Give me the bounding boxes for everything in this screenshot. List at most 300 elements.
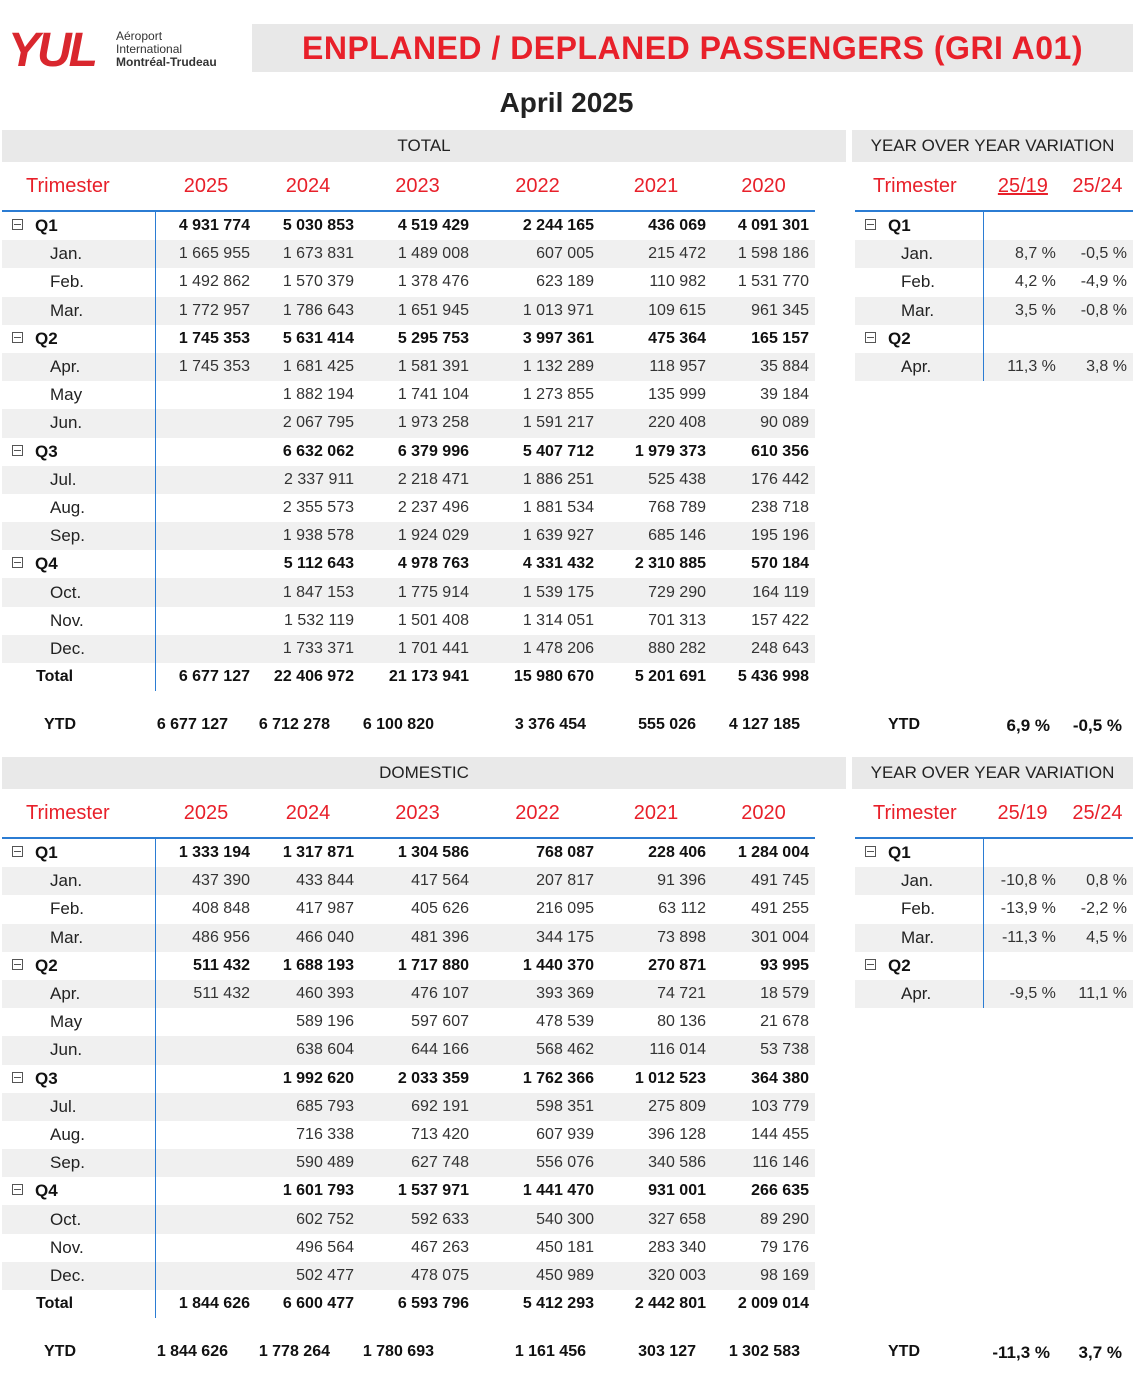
row-label: Apr.: [901, 357, 932, 377]
trimester-cell: [2, 211, 155, 240]
collapse-icon[interactable]: [12, 557, 23, 568]
trimester-cell: [2, 1121, 155, 1149]
row-label: Q1: [888, 843, 911, 863]
value-cell: [155, 578, 256, 606]
yoy-ytd-value: 3,7 %: [1078, 1343, 1122, 1362]
month-row: [2, 297, 815, 325]
value-cell: 2 237 496: [360, 494, 475, 522]
value-cell: [155, 1234, 256, 1262]
month-row: [855, 353, 1133, 381]
logo-line-1: Aéroport: [116, 29, 163, 43]
value-cell: 1 492 862: [155, 268, 256, 296]
row-label: Feb.: [50, 899, 85, 919]
column-header-2021[interactable]: 2021: [600, 162, 712, 211]
column-header-2022[interactable]: 2022: [475, 162, 600, 211]
collapse-icon[interactable]: [12, 959, 23, 970]
value-cell: 496 564: [256, 1234, 360, 1262]
variation-cell: [1062, 952, 1133, 980]
value-cell: 433 844: [256, 867, 360, 895]
variation-cell: 11,3 %: [984, 353, 1062, 381]
domestic-section-header: DOMESTIC: [2, 757, 846, 789]
month-row: [2, 578, 815, 606]
value-cell: 116 146: [712, 1149, 815, 1177]
trimester-cell: [855, 297, 984, 325]
value-cell: 1 531 770: [712, 268, 815, 296]
header-row: [2, 789, 815, 838]
value-cell: 466 040: [256, 924, 360, 952]
trimester-cell: [855, 867, 983, 895]
column-header-2023[interactable]: 2023: [360, 162, 475, 211]
trimester-cell: [2, 663, 155, 691]
row-label: Jan.: [50, 244, 83, 264]
value-cell: 103 779: [712, 1093, 815, 1121]
value-cell: [155, 381, 256, 409]
row-label: Sep.: [50, 526, 85, 546]
value-cell: 768 087: [536, 844, 594, 862]
value-cell: 638 604: [256, 1036, 360, 1064]
column-header-2020[interactable]: 2020: [712, 789, 815, 838]
value-cell: 80 136: [600, 1008, 712, 1036]
month-row: [855, 240, 1133, 268]
value-cell: 248 643: [712, 635, 815, 663]
value-cell: 1 762 366: [522, 1069, 594, 1087]
value-cell: 5 412 293: [475, 1290, 600, 1318]
month-row: [855, 867, 1133, 895]
row-label: Dec.: [50, 638, 85, 658]
value-cell: 590 489: [256, 1149, 360, 1177]
value-cell: 270 871: [648, 956, 706, 974]
value-cell: [155, 1036, 256, 1064]
value-cell: [155, 1205, 256, 1233]
variation-cell: [984, 211, 1062, 240]
column-header-2024[interactable]: 2024: [256, 162, 360, 211]
yoy-ytd-label: YTD: [888, 716, 920, 733]
value-cell: 1 733 371: [256, 635, 360, 663]
variation-cell: 11,1 %: [1062, 980, 1133, 1008]
column-header-2025[interactable]: 2025: [155, 789, 256, 838]
month-row: [2, 924, 815, 952]
trimester-cell: [2, 952, 155, 980]
value-cell: 556 076: [475, 1149, 600, 1177]
variation-cell: -10,8 %: [983, 867, 1062, 895]
value-cell: 502 477: [256, 1262, 360, 1290]
collapse-icon[interactable]: [865, 219, 876, 230]
row-label: Q1: [35, 843, 58, 863]
quarter-row[interactable]: [855, 325, 1133, 353]
value-cell: [155, 1262, 256, 1290]
value-cell: 1 688 193: [282, 956, 354, 974]
ytd-value: 6 677 127: [156, 716, 228, 733]
value-cell: 2 244 165: [522, 217, 594, 235]
trimester-cell: [855, 268, 984, 296]
column-header-25-19[interactable]: 25/19: [983, 789, 1062, 838]
month-row: [2, 867, 815, 895]
variation-cell: [1062, 838, 1133, 867]
value-cell: 176 442: [712, 466, 815, 494]
value-cell: 685 793: [256, 1093, 360, 1121]
trimester-cell: [2, 268, 155, 296]
value-cell: 1 537 971: [397, 1182, 469, 1200]
ytd-value: 1 844 626: [156, 1343, 228, 1360]
column-header-trimester[interactable]: Trimester: [855, 162, 984, 211]
value-cell: 15 980 670: [475, 663, 600, 691]
value-cell: 93 995: [760, 956, 809, 974]
variation-cell: -0,8 %: [1062, 297, 1133, 325]
value-cell: 481 396: [360, 924, 475, 952]
value-cell: 5 407 712: [522, 442, 594, 460]
domestic-yoy-table: [855, 789, 1133, 1008]
yoy-ytd-label: YTD: [888, 1343, 920, 1360]
trimester-cell: [855, 980, 983, 1008]
trimester-cell: [2, 635, 155, 663]
value-cell: [155, 438, 256, 466]
row-label: May: [50, 1012, 83, 1032]
quarter-row[interactable]: [855, 211, 1133, 240]
value-cell: 589 196: [256, 1008, 360, 1036]
ytd-label: YTD: [44, 1343, 76, 1360]
value-cell: 327 658: [600, 1205, 712, 1233]
value-cell: 98 169: [712, 1262, 815, 1290]
variation-cell: -11,3 %: [983, 924, 1062, 952]
value-cell: 1 881 534: [475, 494, 600, 522]
row-label: Sep.: [50, 1153, 85, 1173]
month-row: [2, 1149, 815, 1177]
row-label: Oct.: [50, 582, 82, 602]
ytd-value: 1 778 264: [258, 1343, 330, 1360]
value-cell: 1 314 051: [475, 607, 600, 635]
column-header-2022[interactable]: 2022: [475, 789, 600, 838]
month-row: [2, 635, 815, 663]
month-row: [2, 1234, 815, 1262]
value-cell: 511 432: [193, 956, 250, 974]
value-cell: 74 721: [600, 980, 712, 1008]
variation-cell: [983, 952, 1062, 980]
quarter-row[interactable]: [855, 952, 1133, 980]
trimester-cell: [2, 550, 155, 578]
value-cell: 692 191: [360, 1093, 475, 1121]
value-cell: 165 157: [751, 329, 809, 347]
value-cell: 6 600 477: [256, 1290, 360, 1318]
value-cell: 568 462: [475, 1036, 600, 1064]
value-cell: 1 532 119: [256, 607, 360, 635]
value-cell: 301 004: [712, 924, 815, 952]
trimester-cell: [2, 466, 155, 494]
value-cell: 4 978 763: [397, 555, 469, 573]
month-row: [855, 895, 1133, 923]
trimester-cell: [2, 1290, 155, 1318]
value-cell: 716 338: [256, 1121, 360, 1149]
value-cell: 2 442 801: [600, 1290, 712, 1318]
quarter-row[interactable]: [2, 211, 815, 240]
month-row: [855, 980, 1133, 1008]
quarter-row[interactable]: [2, 438, 815, 466]
column-header-2021[interactable]: 2021: [600, 789, 712, 838]
variation-cell: [984, 325, 1062, 353]
month-row: [2, 494, 815, 522]
value-cell: 89 290: [712, 1205, 815, 1233]
row-label: Jul.: [50, 469, 77, 489]
column-header-trimester[interactable]: Trimester: [2, 162, 155, 211]
value-cell: 1 701 441: [360, 635, 475, 663]
value-cell: 3 997 361: [522, 329, 594, 347]
logo-subtitle: [116, 30, 217, 69]
quarter-row[interactable]: [2, 325, 815, 353]
value-cell: 216 095: [475, 895, 600, 923]
collapse-icon[interactable]: [12, 1072, 23, 1083]
ytd-value: 303 127: [638, 1343, 696, 1360]
ytd-value: 6 100 820: [362, 716, 434, 733]
value-cell: 22 406 972: [256, 663, 360, 691]
month-row: [855, 297, 1133, 325]
value-cell: 540 300: [475, 1205, 600, 1233]
value-cell: 1 441 470: [522, 1182, 594, 1200]
value-cell: 21 678: [712, 1008, 815, 1036]
value-cell: 6 593 796: [360, 1290, 475, 1318]
value-cell: 53 738: [712, 1036, 815, 1064]
trimester-cell: [2, 325, 155, 353]
value-cell: 602 752: [256, 1205, 360, 1233]
total-table-container: [2, 162, 815, 691]
value-cell: 344 175: [475, 924, 600, 952]
quarter-row[interactable]: [2, 1065, 815, 1093]
value-cell: 1 665 955: [155, 240, 256, 268]
variation-cell: 4,2 %: [984, 268, 1062, 296]
row-label: Q2: [888, 955, 911, 975]
value-cell: 1 847 153: [256, 578, 360, 606]
ytd-value: 1 161 456: [514, 1343, 586, 1360]
value-cell: 5 631 414: [282, 329, 354, 347]
value-cell: 486 956: [155, 924, 256, 952]
value-cell: 1 886 251: [475, 466, 600, 494]
trimester-cell: [2, 1008, 155, 1036]
row-label: Q3: [35, 1068, 58, 1088]
value-cell: 491 745: [712, 867, 815, 895]
month-row: [855, 268, 1133, 296]
value-cell: 408 848: [155, 895, 256, 923]
value-cell: 5 030 853: [282, 217, 354, 235]
quarter-row[interactable]: [855, 838, 1133, 867]
value-cell: 1 979 373: [634, 442, 706, 460]
value-cell: 1 378 476: [360, 268, 475, 296]
value-cell: 238 718: [712, 494, 815, 522]
row-label: Q2: [35, 328, 58, 348]
value-cell: 215 472: [600, 240, 712, 268]
value-cell: 110 982: [600, 268, 712, 296]
domestic-yoy-container: [855, 789, 1133, 1008]
ytd-value: 3 376 454: [514, 716, 586, 733]
month-row: [2, 268, 815, 296]
value-cell: 1 132 289: [475, 353, 600, 381]
collapse-icon[interactable]: [12, 846, 23, 857]
collapse-icon[interactable]: [865, 846, 876, 857]
ytd-label: YTD: [44, 716, 76, 733]
column-header-25-24[interactable]: 25/24: [1062, 789, 1133, 838]
column-header-25-19[interactable]: 25/19: [984, 162, 1062, 211]
row-label: Feb.: [901, 272, 936, 292]
value-cell: 1 651 945: [360, 297, 475, 325]
value-cell: 1 745 353: [155, 353, 256, 381]
row-label: Apr.: [50, 984, 81, 1004]
value-cell: 6 632 062: [282, 442, 354, 460]
month-row: [2, 1036, 815, 1064]
value-cell: 2 337 911: [256, 466, 360, 494]
value-cell: 228 406: [648, 844, 706, 862]
column-header-2025[interactable]: 2025: [155, 162, 256, 211]
column-header-2023[interactable]: 2023: [360, 789, 475, 838]
value-cell: 116 014: [600, 1036, 712, 1064]
ytd-value: 555 026: [638, 716, 696, 733]
month-row: [2, 1121, 815, 1149]
value-cell: 1 581 391: [360, 353, 475, 381]
value-cell: 1 973 258: [360, 409, 475, 437]
value-cell: 417 564: [360, 867, 475, 895]
value-cell: 475 364: [648, 329, 706, 347]
logo-line-3: Montréal-Trudeau: [116, 55, 217, 69]
value-cell: 2 033 359: [397, 1069, 469, 1087]
trimester-cell: [2, 980, 155, 1008]
trimester-cell: [2, 438, 155, 466]
collapse-icon[interactable]: [12, 1184, 23, 1195]
column-header-trimester[interactable]: Trimester: [2, 789, 155, 838]
value-cell: 478 539: [475, 1008, 600, 1036]
value-cell: 623 189: [475, 268, 600, 296]
row-label: Jan.: [50, 871, 83, 891]
month-row: [2, 466, 815, 494]
row-label: Oct.: [50, 1209, 82, 1229]
domestic-ytd-row: [0, 1343, 1133, 1367]
value-cell: 5 295 753: [397, 329, 469, 347]
value-cell: 1 539 175: [475, 578, 600, 606]
value-cell: 4 331 432: [522, 555, 594, 573]
collapse-icon[interactable]: [12, 219, 23, 230]
value-cell: [155, 1093, 256, 1121]
value-cell: 1 317 871: [282, 844, 354, 862]
column-header-trimester[interactable]: Trimester: [855, 789, 983, 838]
trimester-cell: [2, 240, 155, 268]
value-cell: [155, 522, 256, 550]
column-header-25-24[interactable]: 25/24: [1062, 162, 1133, 211]
trimester-cell: [2, 1036, 155, 1064]
value-cell: [155, 1065, 256, 1093]
collapse-icon[interactable]: [865, 959, 876, 970]
variation-cell: [983, 838, 1062, 867]
report-title: ENPLANED / DEPLANED PASSENGERS (GRI A01): [302, 30, 1083, 66]
report-title-bar: [252, 24, 1133, 72]
value-cell: [155, 409, 256, 437]
row-label: Jul.: [50, 1096, 77, 1116]
value-cell: 644 166: [360, 1036, 475, 1064]
row-label: Nov.: [50, 610, 84, 630]
trimester-cell: [2, 1177, 155, 1205]
month-row: [2, 1008, 815, 1036]
trimester-cell: [855, 353, 984, 381]
month-row: [2, 980, 815, 1008]
month-row: [2, 1205, 815, 1233]
column-header-2024[interactable]: 2024: [256, 789, 360, 838]
row-label: Jun.: [50, 1040, 83, 1060]
total-yoy-header: YEAR OVER YEAR VARIATION: [852, 130, 1133, 162]
value-cell: 195 196: [712, 522, 815, 550]
value-cell: 220 408: [600, 409, 712, 437]
row-label: Total: [36, 668, 74, 686]
trimester-cell: [2, 1065, 155, 1093]
quarter-row[interactable]: [2, 1177, 815, 1205]
value-cell: [155, 466, 256, 494]
month-row: [2, 1093, 815, 1121]
value-cell: [155, 607, 256, 635]
total-ytd-row: [0, 716, 1133, 740]
value-cell: 405 626: [360, 895, 475, 923]
collapse-icon[interactable]: [865, 332, 876, 343]
value-cell: 4 931 774: [178, 217, 250, 235]
collapse-icon[interactable]: [12, 332, 23, 343]
row-label: Mar.: [901, 927, 935, 947]
value-cell: 437 390: [155, 867, 256, 895]
value-cell: 2 310 885: [634, 555, 706, 573]
quarter-row[interactable]: [2, 838, 815, 867]
month-row: [2, 240, 815, 268]
value-cell: 627 748: [360, 1149, 475, 1177]
logo-line-2: International: [116, 42, 183, 56]
column-header-2020[interactable]: 2020: [712, 162, 815, 211]
variation-cell: -9,5 %: [983, 980, 1062, 1008]
variation-cell: 3,8 %: [1062, 353, 1133, 381]
value-cell: 144 455: [712, 1121, 815, 1149]
report-period: April 2025: [499, 87, 634, 118]
header-row: [855, 789, 1133, 838]
trimester-cell: [2, 1205, 155, 1233]
value-cell: 90 089: [712, 409, 815, 437]
value-cell: 21 173 941: [360, 663, 475, 691]
total-section-header: TOTAL: [2, 130, 846, 162]
value-cell: 1 489 008: [360, 240, 475, 268]
value-cell: 6 379 996: [397, 442, 469, 460]
value-cell: 701 313: [600, 607, 712, 635]
quarter-row[interactable]: [2, 550, 815, 578]
value-cell: 1 284 004: [737, 844, 809, 862]
value-cell: 320 003: [600, 1262, 712, 1290]
trimester-cell: [855, 211, 984, 240]
trimester-cell: [2, 494, 155, 522]
trimester-cell: [2, 895, 155, 923]
row-label: Mar.: [901, 300, 935, 320]
row-label: Apr.: [50, 357, 81, 377]
value-cell: 207 817: [475, 867, 600, 895]
trimester-cell: [855, 895, 983, 923]
row-label: Total: [36, 1295, 74, 1313]
value-cell: 450 989: [475, 1262, 600, 1290]
value-cell: 511 432: [155, 980, 256, 1008]
value-cell: 164 119: [712, 578, 815, 606]
value-cell: 396 128: [600, 1121, 712, 1149]
value-cell: [155, 550, 256, 578]
trimester-cell: [2, 1149, 155, 1177]
row-label: Nov.: [50, 1237, 84, 1257]
collapse-icon[interactable]: [12, 445, 23, 456]
value-cell: 2 218 471: [360, 466, 475, 494]
row-label: Jan.: [901, 871, 934, 891]
variation-cell: [1062, 211, 1133, 240]
value-cell: 18 579: [712, 980, 815, 1008]
value-cell: 275 809: [600, 1093, 712, 1121]
row-label: Mar.: [50, 927, 84, 947]
row-label: Q1: [35, 216, 58, 236]
variation-cell: -4,9 %: [1062, 268, 1133, 296]
trimester-cell: [2, 1234, 155, 1262]
value-cell: 1 440 370: [522, 956, 594, 974]
value-cell: 1 924 029: [360, 522, 475, 550]
quarter-row[interactable]: [2, 952, 815, 980]
